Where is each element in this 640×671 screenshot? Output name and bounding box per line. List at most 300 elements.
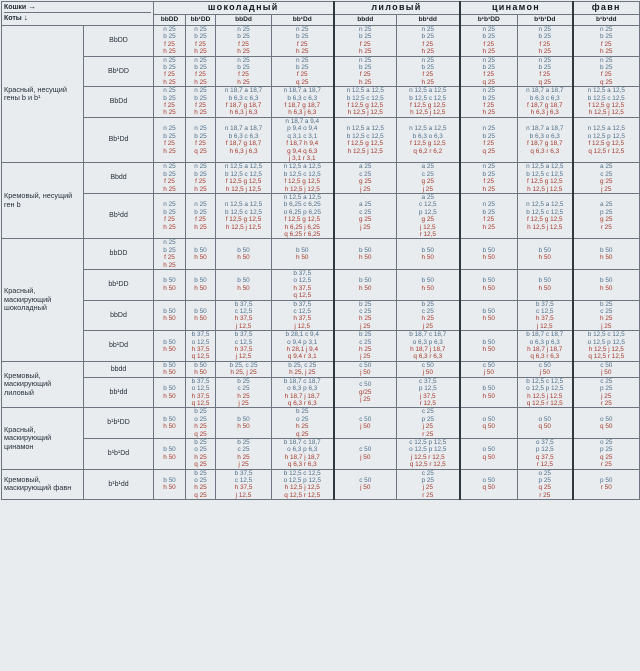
- offspring-cell: [518, 408, 573, 439]
- offspring-cell: [186, 408, 216, 439]
- offspring-line: j 12,5: [294, 322, 311, 330]
- offspring-cell: [460, 193, 518, 238]
- offspring-line: c 50: [359, 415, 372, 423]
- offspring-line: b 25: [194, 94, 207, 102]
- offspring-line: f 25: [195, 140, 206, 148]
- offspring-line: n 25: [163, 163, 176, 171]
- offspring-line: b 12,5 c 12,5: [526, 377, 564, 385]
- offspring-line: b 25: [482, 33, 495, 41]
- offspring-line: q 6,3 r 6,3: [413, 353, 443, 361]
- offspring-line: n 18,7 a 18,7: [526, 125, 564, 133]
- offspring-line: q 25: [194, 461, 207, 469]
- offspring-line: j 25: [238, 399, 249, 407]
- offspring-line: h 50: [163, 453, 176, 461]
- offspring-line: h 25: [359, 48, 372, 56]
- offspring-cell: [272, 377, 334, 408]
- offspring-line: c 12,5: [234, 338, 253, 346]
- offspring-line: b 25: [600, 33, 613, 41]
- right-arrow-icon: →: [28, 2, 37, 11]
- offspring-line: q 12,5 r 12,5: [588, 353, 625, 361]
- offspring-line: f 25: [164, 71, 175, 79]
- offspring-cell: [518, 117, 573, 162]
- offspring-line: n 25: [482, 125, 495, 133]
- offspring-line: b 25: [359, 331, 372, 339]
- offspring-line: n 25: [482, 87, 495, 95]
- offspring-line: b 25: [421, 33, 434, 41]
- offspring-cell: [154, 163, 186, 194]
- offspring-line: q 25: [482, 78, 495, 86]
- offspring-line: n 25: [600, 26, 613, 33]
- offspring-line: j 50: [360, 423, 371, 431]
- offspring-cell: [518, 331, 573, 362]
- offspring-line: p 50: [600, 476, 613, 484]
- offspring-line: f 25: [195, 71, 206, 79]
- offspring-line: o 12,5: [191, 338, 210, 346]
- offspring-line: b 25, c 25: [229, 361, 258, 369]
- offspring-line: h 50: [194, 369, 207, 377]
- offspring-line: c 50: [600, 361, 613, 369]
- offspring-line: b 25: [482, 208, 495, 216]
- offspring-line: f 12,5 g 12,5: [225, 216, 262, 224]
- genetics-table-page: [0, 1, 640, 671]
- offspring-line: h 18,7 j 18,7: [284, 453, 320, 461]
- offspring-line: b 37,5: [535, 300, 554, 308]
- offspring-line: j 50: [483, 369, 494, 377]
- offspring-line: b 12,5 c 12,5: [587, 331, 625, 339]
- table-row: [2, 117, 640, 162]
- offspring-line: q 25: [194, 430, 207, 438]
- offspring-line: f 12,5 g 12,5: [588, 102, 625, 110]
- offspring-line: j 25: [422, 423, 433, 431]
- offspring-line: c 12,5: [419, 201, 437, 209]
- offspring-cell: [397, 377, 460, 408]
- offspring-line: n 25: [421, 56, 434, 64]
- offspring-line: n 12,5 a 12,5: [283, 163, 321, 171]
- male-phenotype-label: Кремовый, несущий ген b: [2, 163, 84, 239]
- offspring-line: j 25: [422, 322, 433, 330]
- offspring-line: b 50: [421, 246, 434, 254]
- offspring-line: f 25: [195, 216, 206, 224]
- offspring-cell: [573, 26, 640, 57]
- offspring-line: h 50: [482, 284, 495, 292]
- offspring-line: q 25: [194, 147, 207, 155]
- offspring-line: q 25: [538, 484, 551, 492]
- offspring-cell: [518, 300, 573, 331]
- offspring-line: c 37,5: [419, 377, 437, 385]
- female-genotype-header: bb¹DD: [186, 15, 216, 26]
- offspring-line: h 25: [421, 48, 434, 56]
- offspring-line: h 37,5: [191, 346, 210, 354]
- offspring-cell: [573, 163, 640, 194]
- offspring-cell: [154, 408, 186, 439]
- offspring-line: b 50: [296, 246, 309, 254]
- offspring-cell: [154, 270, 186, 301]
- offspring-cell: [272, 26, 334, 57]
- offspring-line: b 50: [194, 308, 207, 316]
- offspring-line: f 25: [539, 40, 551, 48]
- offspring-line: b 25: [163, 94, 176, 102]
- male-genotype-label: bb¹dd: [84, 377, 154, 408]
- offspring-cell: [272, 469, 334, 500]
- offspring-line: h 50: [194, 315, 207, 323]
- offspring-line: h 50: [163, 484, 176, 492]
- offspring-line: o 25: [296, 415, 309, 423]
- offspring-line: b 6,3 c 6,3: [529, 94, 560, 102]
- offspring-line: p 25: [421, 476, 434, 484]
- offspring-line: b 25: [237, 33, 250, 41]
- offspring-line: n 25: [194, 125, 207, 133]
- offspring-line: n 25: [194, 56, 207, 64]
- offspring-line: c 50: [421, 361, 434, 369]
- offspring-line: o 12,5 p 12,5: [587, 132, 625, 140]
- offspring-line: a 25: [421, 193, 434, 201]
- offspring-line: j 25: [601, 392, 612, 400]
- offspring-line: b 50: [237, 246, 250, 254]
- offspring-cell: [460, 377, 518, 408]
- male-genotype-label: Bb¹DD: [84, 56, 154, 87]
- offspring-line: h 50: [421, 254, 434, 262]
- offspring-line: b 12,5 c 12,5: [225, 170, 262, 178]
- offspring-cell: [334, 438, 397, 469]
- offspring-line: b 25: [359, 300, 372, 308]
- offspring-cell: [460, 408, 518, 439]
- offspring-line: q 12,5: [191, 399, 210, 407]
- offspring-line: f 25: [483, 40, 495, 48]
- offspring-line: n 12,5 a 12,5: [526, 201, 564, 209]
- offspring-line: h 25: [194, 109, 207, 117]
- offspring-line: b 25: [421, 64, 434, 72]
- offspring-line: h 50: [163, 423, 176, 431]
- offspring-line: g 25: [600, 178, 613, 186]
- offspring-line: h 28,1 j 9,4: [286, 346, 319, 354]
- offspring-line: a 25: [421, 163, 434, 171]
- offspring-line: r 12,5: [419, 230, 436, 238]
- offspring-line: h 12,5 j 12,5: [347, 109, 383, 117]
- offspring-cell: [154, 117, 186, 162]
- offspring-line: h 50: [163, 315, 176, 323]
- offspring-line: o 50: [482, 476, 495, 484]
- offspring-line: o 12,5 p 12,5: [409, 446, 447, 454]
- offspring-line: f 12,5 g 12,5: [526, 178, 563, 186]
- offspring-line: b 6,3 c 6,3: [287, 94, 318, 102]
- female-genotype-header: b¹b¹DD: [460, 15, 518, 26]
- offspring-line: n 12,5 a 12,5: [526, 163, 564, 171]
- offspring-cell: [154, 331, 186, 362]
- offspring-cell: [460, 239, 518, 270]
- offspring-cell: [518, 438, 573, 469]
- offspring-line: n 25: [237, 26, 250, 33]
- female-genotype-header: b¹b¹dd: [573, 15, 640, 26]
- offspring-line: f 25: [164, 178, 175, 186]
- male-genotype-label: b¹b¹DD: [84, 408, 154, 439]
- offspring-line: b 50: [482, 338, 495, 346]
- offspring-line: o 12,5 p 12,5: [283, 476, 321, 484]
- group-header: фавн: [573, 2, 640, 15]
- offspring-line: n 25: [194, 163, 207, 171]
- offspring-line: c 12,5: [293, 308, 311, 316]
- male-genotype-label: BbDD: [84, 26, 154, 57]
- offspring-line: q 50: [482, 423, 495, 431]
- offspring-cell: [216, 438, 272, 469]
- offspring-cell: [573, 438, 640, 469]
- offspring-cell: [573, 56, 640, 87]
- offspring-line: h 25: [421, 78, 434, 86]
- offspring-line: b 37,5: [293, 270, 312, 277]
- offspring-line: f 25: [422, 71, 434, 79]
- offspring-cell: [154, 377, 186, 408]
- offspring-line: c 25: [237, 385, 250, 393]
- offspring-cell: [186, 87, 216, 118]
- offspring-line: b 25: [237, 377, 250, 385]
- offspring-cell: [334, 270, 397, 301]
- offspring-line: b 12,5 c 12,5: [587, 94, 625, 102]
- offspring-line: h 25: [538, 48, 551, 56]
- offspring-cell: [272, 331, 334, 362]
- offspring-cell: [518, 270, 573, 301]
- offspring-line: b 37,5: [191, 331, 210, 339]
- offspring-cell: [216, 469, 272, 500]
- offspring-line: b 50: [600, 277, 613, 285]
- offspring-line: c 50: [482, 361, 495, 369]
- offspring-line: h 25: [237, 48, 250, 56]
- offspring-line: j 25: [238, 461, 249, 469]
- offspring-line: n 12,5 a 12,5: [224, 163, 263, 171]
- offspring-line: c 25: [421, 469, 434, 477]
- offspring-cell: [272, 163, 334, 194]
- offspring-cell: [573, 361, 640, 377]
- offspring-cell: [518, 377, 573, 408]
- offspring-line: f 25: [359, 71, 371, 79]
- offspring-line: q 50: [482, 453, 495, 461]
- offspring-line: j 50: [360, 453, 371, 461]
- offspring-line: h 12,5 j 12,5: [284, 484, 320, 492]
- offspring-line: h 50: [600, 284, 613, 292]
- offspring-line: h 50: [482, 392, 495, 400]
- offspring-line: f 25: [195, 102, 206, 110]
- offspring-cell: [154, 87, 186, 118]
- offspring-cell: [272, 239, 334, 270]
- offspring-line: r 12,5: [419, 399, 436, 407]
- offspring-cell: [460, 87, 518, 118]
- offspring-line: h 25: [194, 423, 207, 431]
- offspring-line: f 25: [164, 140, 175, 148]
- offspring-line: g/25: [359, 388, 372, 396]
- offspring-line: b 50: [538, 246, 551, 254]
- offspring-cell: [154, 300, 186, 331]
- table-row: [2, 408, 640, 439]
- offspring-line: h 25: [482, 48, 495, 56]
- offspring-line: j 25: [601, 185, 612, 193]
- offspring-line: q 12,5 r 12,5: [284, 491, 321, 499]
- offspring-line: b 18,7 c 18,7: [283, 438, 321, 446]
- offspring-line: o 6,25 p 6,25: [283, 208, 321, 216]
- offspring-line: p 25: [421, 415, 434, 423]
- offspring-cell: [397, 56, 460, 87]
- offspring-line: b 37,5: [234, 331, 253, 339]
- offspring-line: o 6,3 p 6,3: [412, 338, 443, 346]
- offspring-line: j 50: [601, 369, 612, 377]
- offspring-line: c 25: [421, 170, 434, 178]
- genetics-table: [1, 1, 640, 500]
- offspring-cell: [573, 331, 640, 362]
- offspring-line: q 25: [600, 78, 613, 86]
- male-genotype-label: b¹b¹Dd: [84, 438, 154, 469]
- offspring-cell: [573, 239, 640, 270]
- table-row: [2, 87, 640, 118]
- offspring-line: f 18,7 h 9,4: [286, 140, 319, 148]
- offspring-line: r 25: [539, 491, 551, 499]
- offspring-cell: [397, 87, 460, 118]
- offspring-cell: [334, 408, 397, 439]
- offspring-line: h 50: [194, 284, 207, 292]
- offspring-line: h 6,3 j 6,3: [229, 109, 258, 117]
- male-genotype-label: bb¹Dd: [84, 331, 154, 362]
- offspring-cell: [334, 117, 397, 162]
- offspring-cell: [154, 239, 186, 270]
- offspring-cell: [186, 469, 216, 500]
- male-genotype-label: Bb¹dd: [84, 193, 154, 238]
- offspring-cell: [573, 408, 640, 439]
- offspring-line: o 50: [482, 415, 495, 423]
- offspring-line: p 25: [600, 385, 613, 393]
- offspring-line: c 50: [359, 446, 372, 454]
- offspring-line: f 18,7 g 18,7: [225, 140, 262, 148]
- offspring-line: h 25: [359, 78, 372, 86]
- offspring-line: n 25: [163, 56, 176, 64]
- offspring-cell: [397, 117, 460, 162]
- offspring-line: b 18,7 c 18,7: [526, 331, 564, 339]
- offspring-line: b 25: [194, 408, 207, 416]
- offspring-line: c 50: [359, 476, 372, 484]
- offspring-cell: [154, 26, 186, 57]
- offspring-line: n 25: [600, 56, 613, 64]
- table-row: [2, 270, 640, 301]
- male-genotype-label: bbdd: [84, 361, 154, 377]
- offspring-line: h 25: [482, 109, 495, 117]
- offspring-line: h 18,7 j 18,7: [284, 392, 320, 400]
- offspring-cell: [460, 26, 518, 57]
- offspring-line: h 12,5 j 12,5: [284, 185, 320, 193]
- offspring-cell: [460, 438, 518, 469]
- offspring-line: b 25: [359, 33, 372, 41]
- offspring-line: f 18,7 g 18,7: [526, 140, 563, 148]
- offspring-line: f 12,5 g 12,5: [588, 140, 625, 148]
- offspring-line: c 25: [359, 338, 372, 346]
- offspring-line: n 12,5 a 12,5: [224, 201, 263, 209]
- offspring-line: h 25: [194, 223, 207, 231]
- offspring-line: b 25: [600, 64, 613, 72]
- offspring-line: r 25: [600, 223, 612, 231]
- offspring-cell: [154, 56, 186, 87]
- female-genotype-header: bbdd: [334, 15, 397, 26]
- offspring-cell: [397, 163, 460, 194]
- corner-female-label: Кошки: [4, 4, 27, 11]
- male-phenotype-label: Кремовый, маскирующий фавн: [2, 469, 84, 500]
- offspring-line: n 12,5 a 12,5: [587, 125, 625, 133]
- offspring-line: h 25: [482, 185, 495, 193]
- offspring-line: h 18,7 j 18,7: [410, 346, 446, 354]
- offspring-line: a 25: [600, 163, 613, 171]
- offspring-line: c 25: [600, 308, 613, 316]
- offspring-line: b 50: [237, 415, 250, 423]
- offspring-line: b 25: [538, 64, 551, 72]
- offspring-line: n 25: [194, 26, 207, 33]
- offspring-line: b 25: [163, 170, 176, 178]
- offspring-cell: [518, 469, 573, 500]
- offspring-line: f 25: [483, 71, 495, 79]
- offspring-cell: [272, 408, 334, 439]
- offspring-line: n 25: [296, 56, 309, 64]
- offspring-line: h 6,25 j 6,25: [284, 223, 320, 231]
- offspring-line: b 37,5: [293, 300, 312, 308]
- offspring-line: n 25: [359, 56, 372, 64]
- offspring-line: b 25, c 25: [288, 361, 317, 369]
- male-phenotype-label: Красный, маскирующий цинамон: [2, 408, 84, 469]
- offspring-line: q 12,5 r 12,5: [588, 147, 625, 155]
- offspring-line: o 25: [600, 438, 613, 446]
- offspring-line: h 6,3 j 6,3: [288, 109, 317, 117]
- offspring-line: b 50: [482, 308, 495, 316]
- offspring-line: b 50: [163, 338, 176, 346]
- offspring-cell: [573, 377, 640, 408]
- offspring-line: b 12,5 c 12,5: [346, 94, 384, 102]
- offspring-line: r 25: [600, 461, 612, 469]
- offspring-line: h 25: [421, 315, 434, 323]
- offspring-line: f 18,7 g 18,7: [526, 102, 563, 110]
- offspring-line: b 6,3 o 6,3: [412, 132, 443, 140]
- offspring-line: q 25: [194, 491, 207, 499]
- offspring-cell: [216, 270, 272, 301]
- offspring-line: f 25: [296, 71, 308, 79]
- table-row: [2, 300, 640, 331]
- offspring-line: j 25: [360, 353, 371, 361]
- offspring-line: h 50: [237, 284, 250, 292]
- offspring-line: h 25: [194, 484, 207, 492]
- offspring-line: b 50: [482, 277, 495, 285]
- offspring-cell: [334, 300, 397, 331]
- offspring-line: b 25: [194, 64, 207, 72]
- offspring-cell: [460, 117, 518, 162]
- offspring-cell: [216, 193, 272, 238]
- offspring-line: b 50: [237, 277, 250, 285]
- offspring-line: h 50: [163, 346, 176, 354]
- offspring-line: j 12,5: [536, 322, 553, 330]
- offspring-line: f 12,5 g 12,5: [284, 178, 321, 186]
- male-genotype-label: Bbdd: [84, 163, 154, 194]
- offspring-line: f 25: [238, 40, 249, 48]
- offspring-line: b 50: [163, 361, 176, 369]
- offspring-cell: [518, 87, 573, 118]
- offspring-line: g 25: [600, 216, 613, 224]
- offspring-line: j 25: [422, 185, 433, 193]
- offspring-line: b 25: [482, 64, 495, 72]
- offspring-line: p 25: [538, 476, 551, 484]
- offspring-cell: [216, 377, 272, 408]
- offspring-line: n 25: [163, 201, 176, 209]
- offspring-line: b 12,5 c 12,5: [346, 132, 384, 140]
- offspring-cell: [397, 408, 460, 439]
- male-phenotype-label: Кремовый, маскирующий лиловый: [2, 361, 84, 407]
- offspring-line: n 25: [163, 26, 176, 33]
- offspring-line: b 50: [482, 385, 495, 393]
- offspring-line: f 25: [296, 40, 308, 48]
- offspring-line: n 25: [359, 26, 372, 33]
- offspring-line: b 50: [163, 476, 176, 484]
- offspring-line: f 12,5 g 12,5: [284, 216, 321, 224]
- offspring-line: b 12,5 c 12,5: [526, 170, 564, 178]
- offspring-line: j 25: [360, 322, 371, 330]
- offspring-line: c 25: [421, 308, 434, 316]
